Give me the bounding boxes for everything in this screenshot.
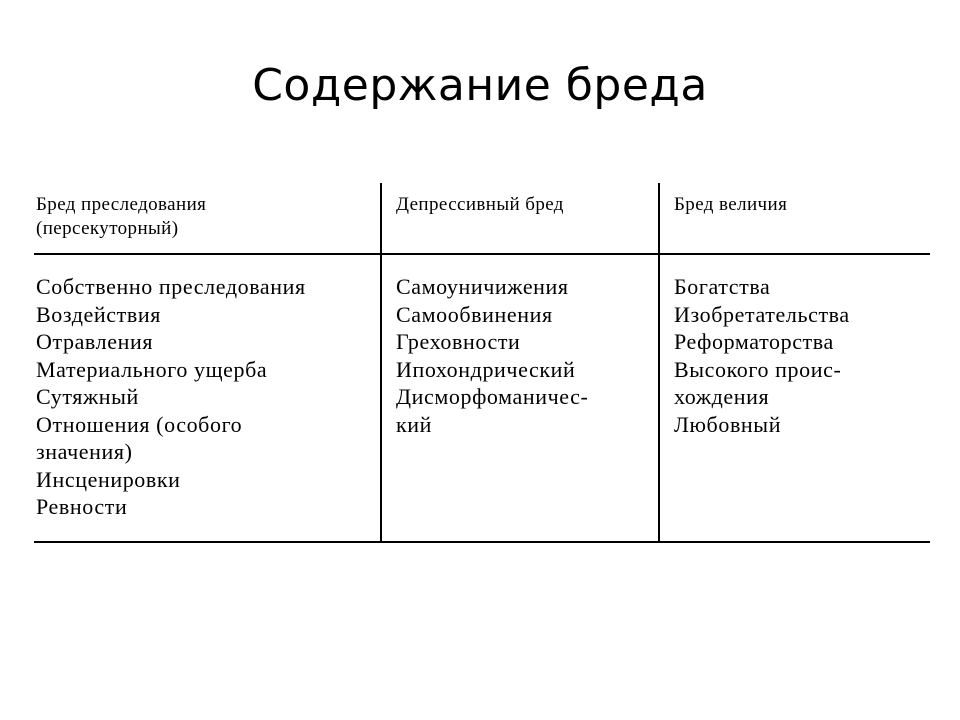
list-item: Любовный — [674, 411, 782, 437]
list-item: Высокого проис- — [674, 356, 842, 382]
list-item: кий — [396, 411, 433, 437]
list-persecution — [36, 273, 306, 521]
slide-title: Содержание бреда — [252, 60, 708, 111]
header-depressive — [396, 193, 564, 217]
header-line: Бред преследования — [36, 194, 207, 215]
header-persecution — [36, 193, 206, 241]
header-line: Бред величия — [674, 194, 788, 215]
delusion-content-table — [34, 183, 930, 543]
list-grandeur — [674, 273, 850, 438]
list-item: Дисморфоманичес- — [396, 384, 589, 409]
list-item: Ревности — [36, 494, 128, 519]
list-item: Материального ущерба — [36, 356, 268, 382]
list-item: Отношения (особого — [36, 411, 243, 437]
list-item: Собственно преследования — [36, 274, 306, 299]
list-depressive — [396, 273, 588, 438]
table-bottom-border — [34, 541, 930, 543]
list-item: Изобретательства — [674, 301, 850, 327]
list-item: значения) — [36, 439, 133, 464]
header-divider — [34, 253, 930, 255]
header-line: (персекуторный) — [36, 218, 179, 239]
list-item: Богатства — [674, 274, 771, 299]
header-line: Депрессивный бред — [396, 194, 564, 215]
list-item: хождения — [674, 384, 770, 409]
list-item: Отравления — [36, 329, 154, 354]
list-item: Самоуничижения — [396, 274, 569, 299]
list-item: Реформаторства — [674, 329, 834, 354]
list-item: Воздействия — [36, 301, 161, 327]
list-item: Сутяжный — [36, 384, 139, 409]
list-item: Ипохондрический — [396, 356, 576, 382]
column-divider-1 — [380, 183, 382, 543]
list-item: Самообвинения — [396, 301, 553, 327]
header-grandeur — [674, 193, 787, 217]
column-divider-2 — [658, 183, 660, 543]
list-item: Инсценировки — [36, 466, 181, 492]
list-item: Греховности — [396, 329, 521, 354]
